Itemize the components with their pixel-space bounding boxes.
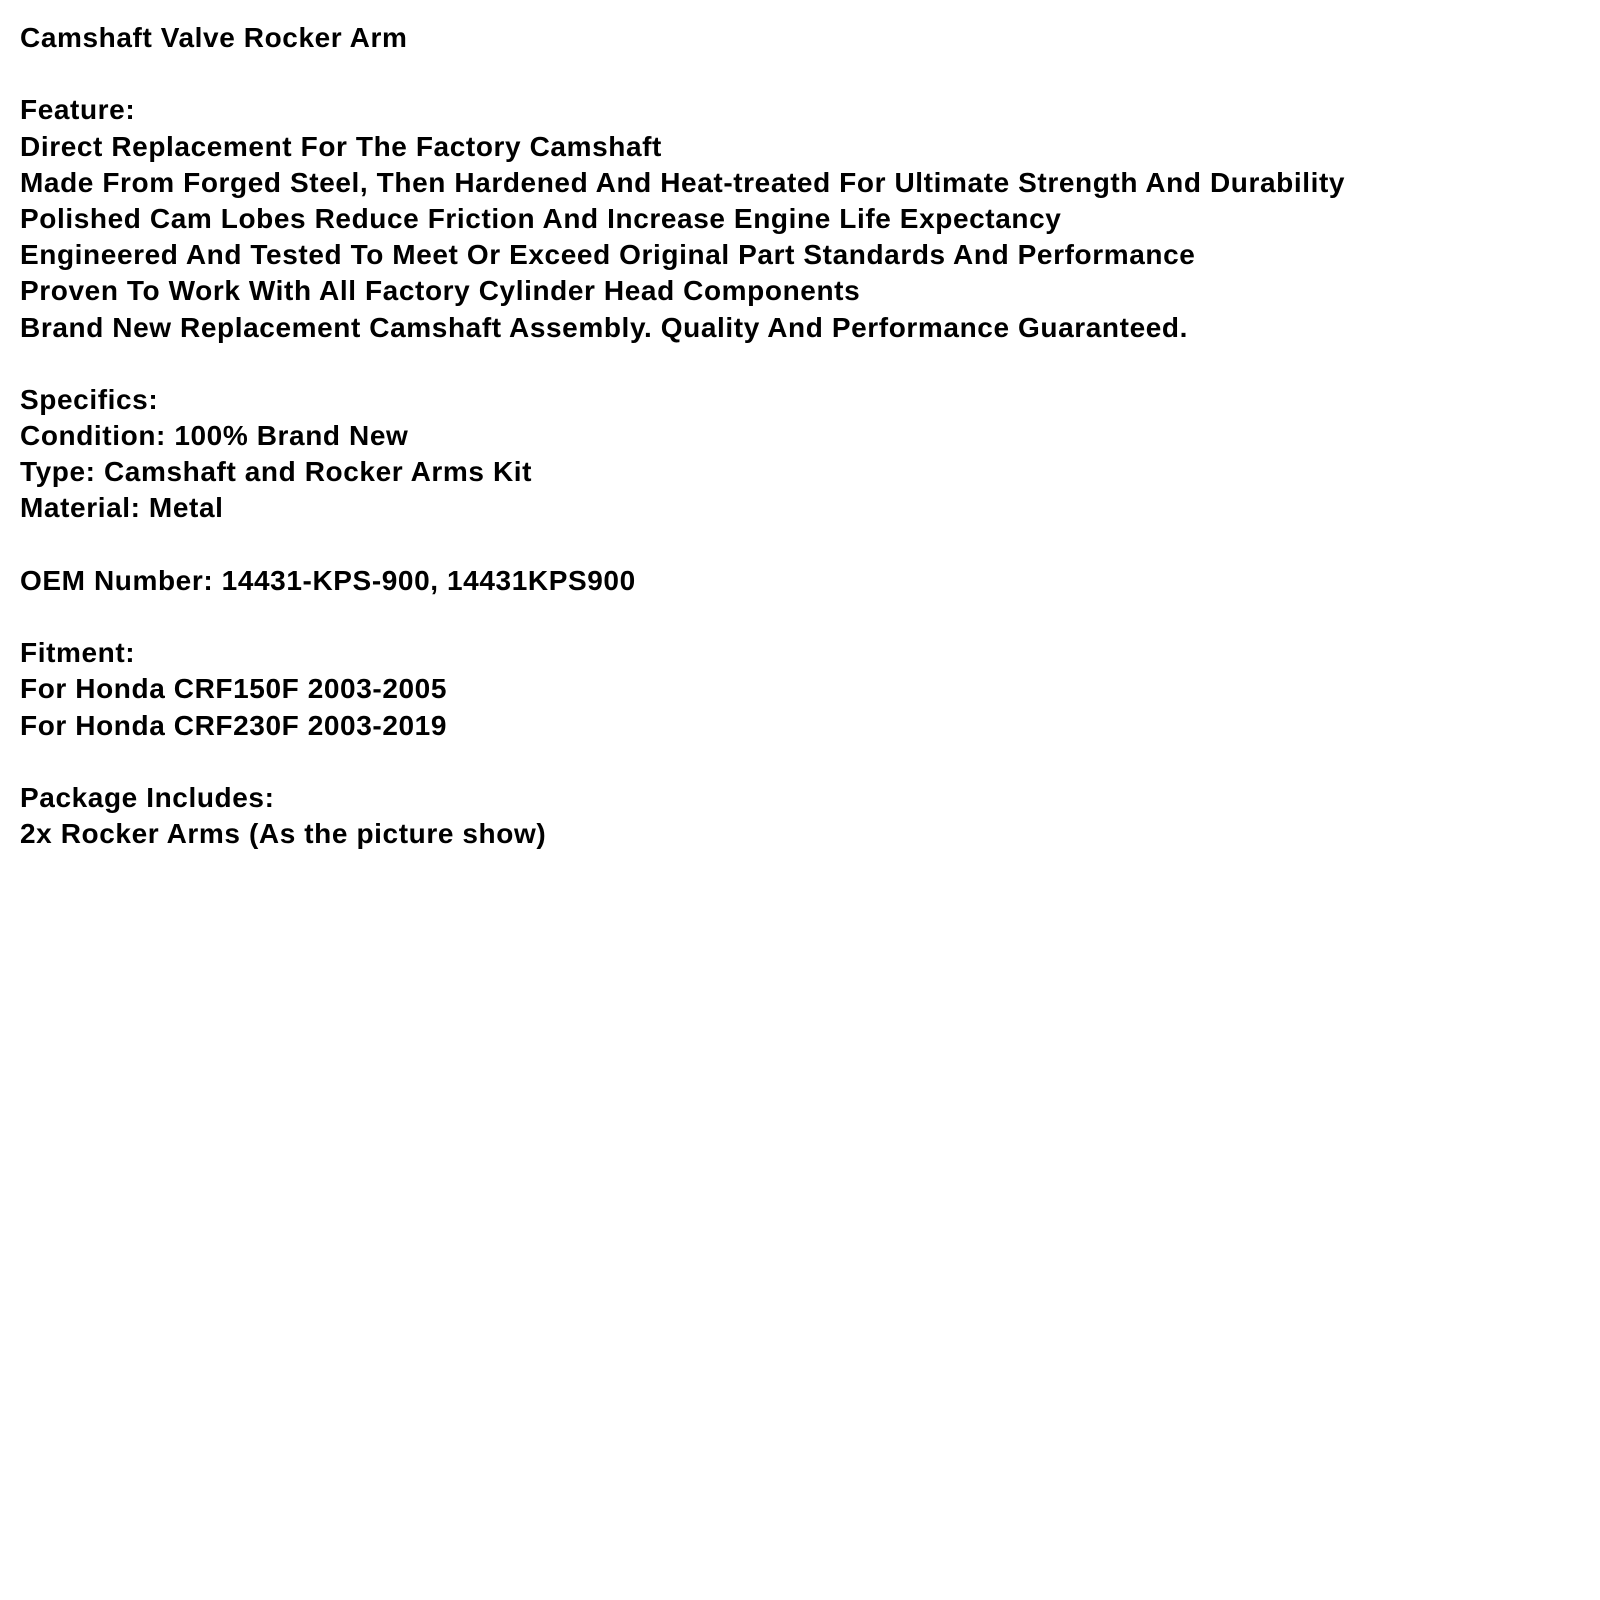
feature-item: Brand New Replacement Camshaft Assembly. Quality And Performance Guaranteed. bbox=[20, 311, 1188, 343]
spacer bbox=[20, 527, 1580, 563]
specifics-item: Condition: 100% Brand New bbox=[20, 420, 409, 452]
feature-heading: Feature: bbox=[20, 94, 136, 126]
spacer bbox=[20, 599, 1580, 635]
specifics-item: Material: Metal bbox=[20, 492, 224, 524]
specifics-heading: Specifics: bbox=[20, 383, 159, 415]
feature-item: Engineered And Tested To Meet Or Exceed Original Part Standards And Performance bbox=[20, 239, 1196, 271]
feature-item: Direct Replacement For The Factory Camshaft bbox=[20, 130, 662, 162]
spacer bbox=[20, 346, 1580, 382]
package-heading: Package Includes: bbox=[20, 781, 275, 813]
feature-item: Polished Cam Lobes Reduce Friction And Increase Engine Life Expectancy bbox=[20, 202, 1062, 234]
fitment-heading: Fitment: bbox=[20, 637, 136, 669]
product-description bbox=[20, 20, 1580, 852]
specifics-item: Type: Camshaft and Rocker Arms Kit bbox=[20, 456, 533, 488]
spacer bbox=[20, 744, 1580, 780]
package-item: 2x Rocker Arms (As the picture show) bbox=[20, 818, 547, 850]
page-title: Camshaft Valve Rocker Arm bbox=[20, 22, 408, 53]
fitment-item: For Honda CRF150F 2003-2005 bbox=[20, 673, 448, 705]
oem-number: OEM Number: 14431-KPS-900, 14431KPS900 bbox=[20, 564, 636, 596]
fitment-item: For Honda CRF230F 2003-2019 bbox=[20, 709, 448, 741]
feature-item: Proven To Work With All Factory Cylinder Head Components bbox=[20, 275, 861, 307]
feature-item: Made From Forged Steel, Then Hardened And Heat-treated For Ultimate Strength And Durability bbox=[20, 166, 1346, 198]
spacer bbox=[20, 56, 1580, 92]
